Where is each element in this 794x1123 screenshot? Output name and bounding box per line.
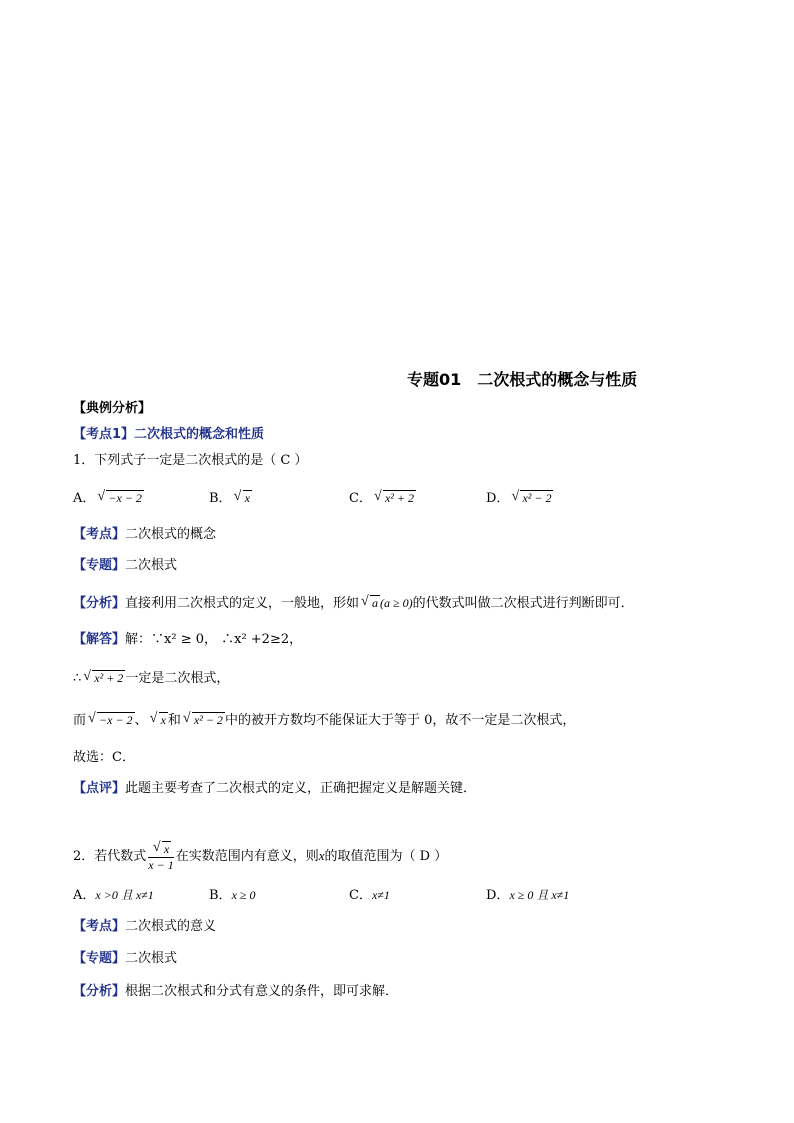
q1-dianping: 【点评】此题主要考查了二次根式的定义，正确把握定义是解题关键． [73,781,477,796]
q2-option-a: A．x >0 且 x≠1 [73,888,154,903]
q2-option-b: B．x ≥ 0 [209,888,256,903]
kaodian1-text: 二次根式的概念和性质 [134,427,265,442]
sqrt-symbol: √ −x − 2 [97,489,144,507]
page-title: 专题01 二次根式的概念与性质 [407,370,638,389]
sqrt-symbol: √ −x − 2 [88,711,135,729]
q2-zhuanti: 【专题】二次根式 [73,951,178,966]
q1-answer: 故选：C． [73,750,135,765]
q1-option-d: D．√ x² − 2 [486,489,553,508]
q2-kaodian: 【考点】二次根式的意义 [73,919,217,934]
q1-option-a: A．√ −x − 2 [73,489,144,508]
q1-jieda: 【解答】解：∵x² ≥ 0， ∴x² +2≥2， [73,632,303,647]
sqrt-symbol: √ a [361,594,380,612]
q2-option-c: C．x≠1 [349,888,390,903]
q1-option-b: B．√ x [209,489,252,508]
sqrt-symbol: √ x [153,841,171,857]
q1-fenxi: 【分析】直接利用二次根式的定义，一般地，形如√ a (a ≥ 0)的代数式叫做二次根式进行判断即可． [73,594,634,613]
kaodian1-tag: 【考点1】 [73,427,135,442]
q2-fraction: √ $\frac{x}{x - 1}$ [148,841,173,872]
q2-option-d: D．x ≥ 0 且 x≠1 [486,888,570,903]
sqrt-symbol: √ x² − 2 [183,711,225,729]
q1-zhuanti: 【专题】二次根式 [73,558,178,573]
sqrt-symbol: √ x² + 2 [83,669,125,687]
sqrt-symbol: √ x² − 2 [511,489,553,507]
section-heading: 【典例分析】 [73,401,152,416]
sqrt-symbol: √ x² + 2 [374,489,416,507]
q2-stem: 2．若代数式 √ $\frac{x}{x - 1}$ 在实数范围内有意义，则x的取值范围为（ D ） [73,838,447,875]
q2-fenxi: 【分析】根据二次根式和分式有意义的条件，即可求解． [73,984,399,999]
q1-line3: 而√ −x − 2 、√ x 和√ x² − 2 中的被开方数均不能保证大于等于 0，故不一定是二次根式， [73,711,575,730]
q1-option-c: C．√ x² + 2 [349,489,416,508]
sqrt-symbol: √ x [150,711,168,729]
sqrt-symbol: √ x [234,489,252,507]
q1-line2: ∴√ x² + 2 一定是二次根式， [73,669,229,688]
kaodian1-line [73,426,264,444]
q1-kaodian: 【考点】二次根式的概念 [73,527,217,542]
q1-stem: 1．下列式子一定是二次根式的是（ C ） [73,453,308,468]
